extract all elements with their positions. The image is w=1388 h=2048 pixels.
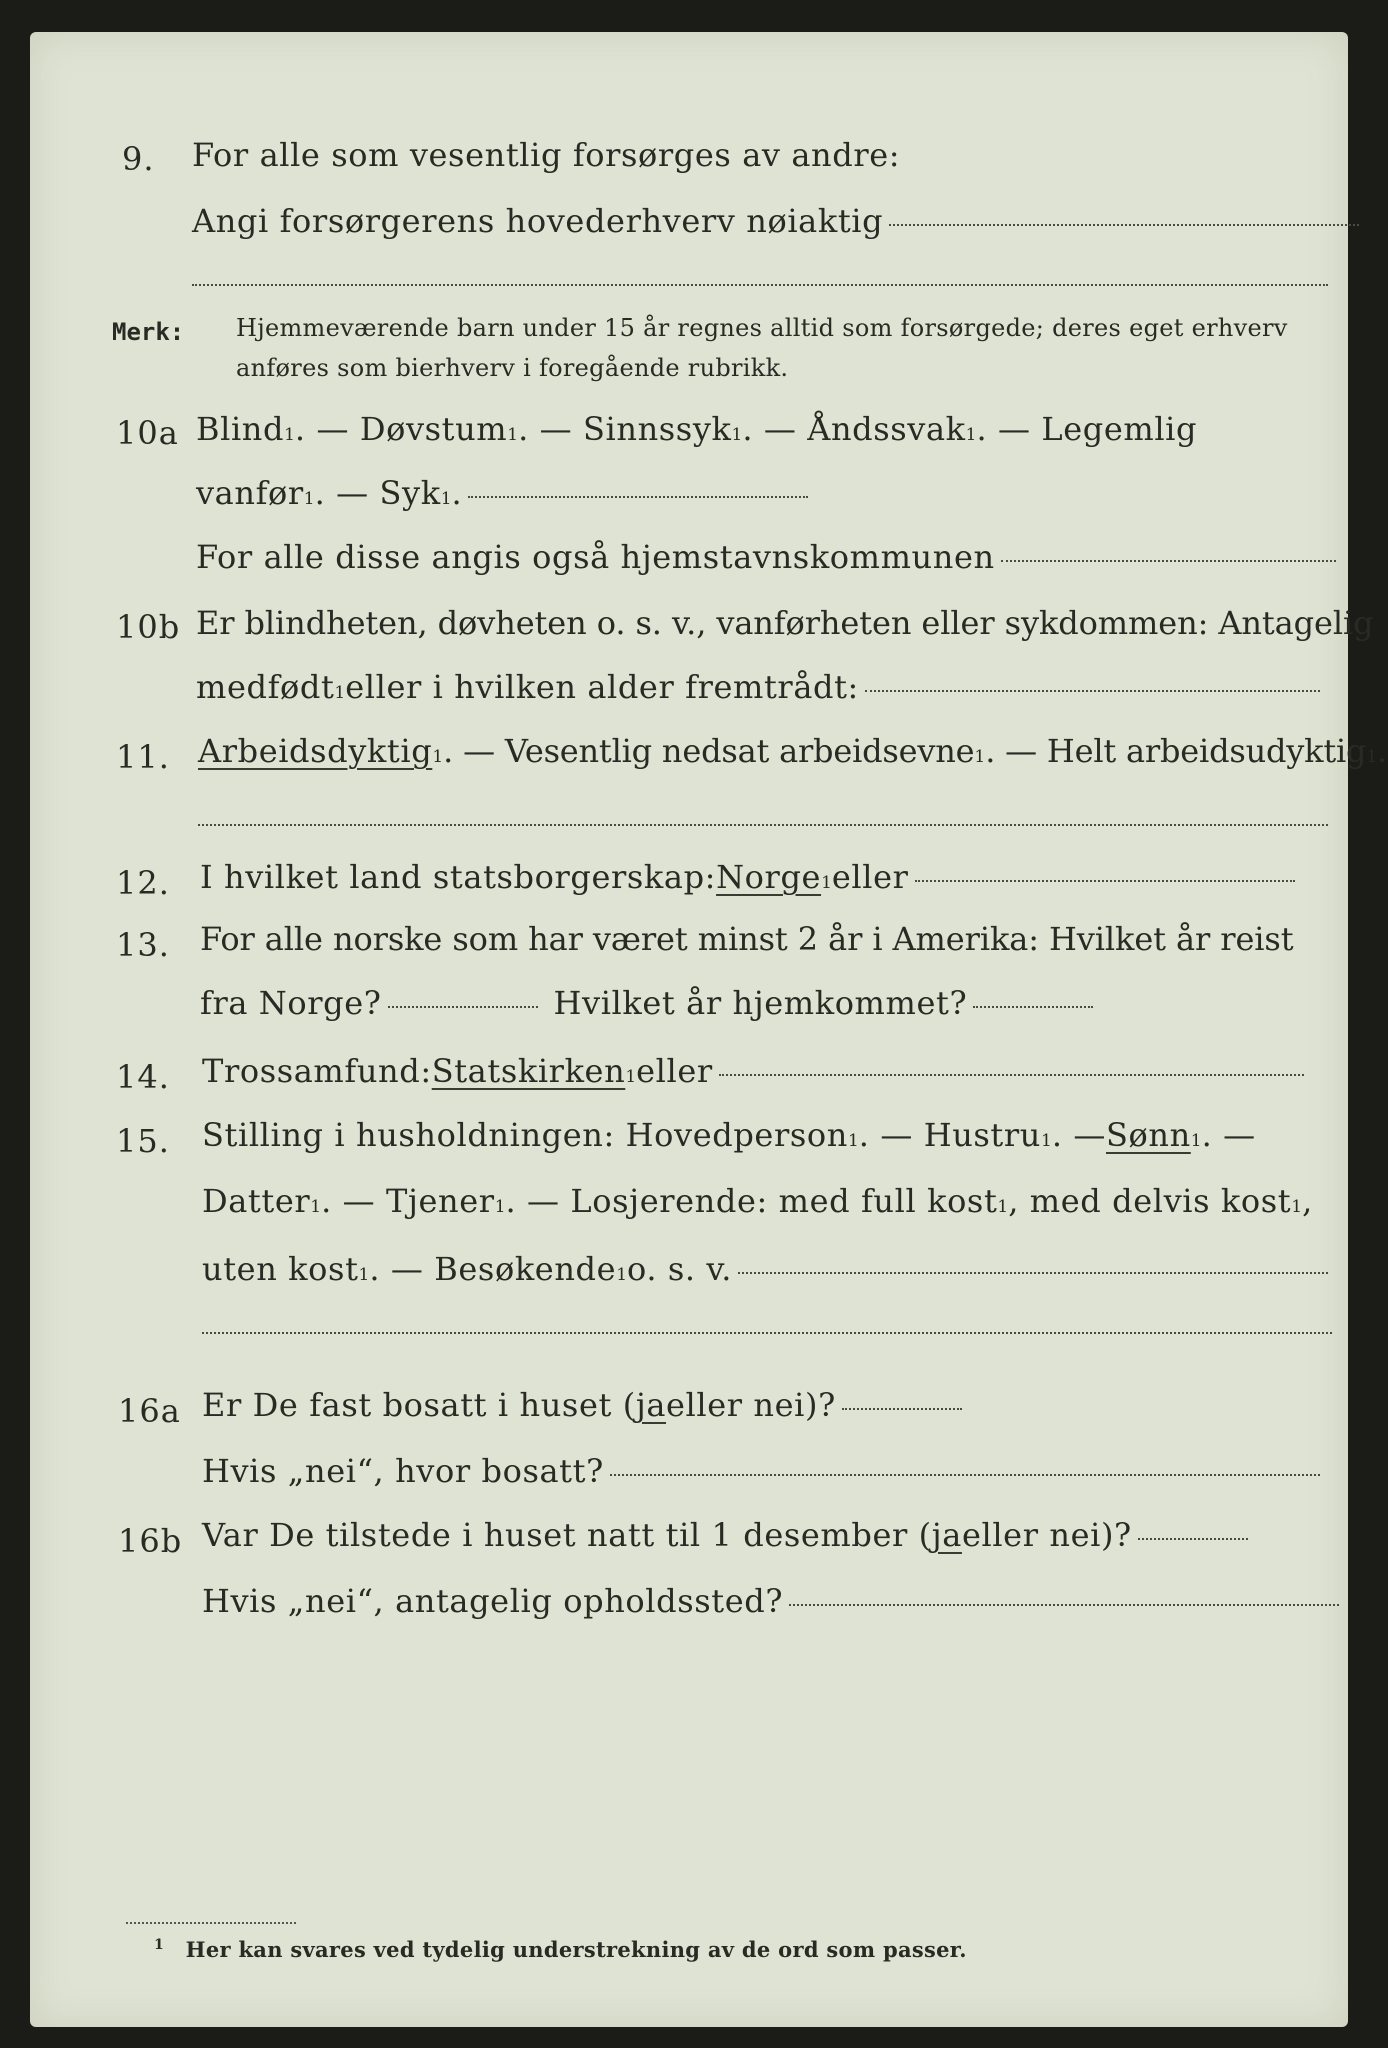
- q13-line1: [200, 920, 1294, 958]
- footnote-text: Her kan svares ved tydelig understrekning av de ord som passer.: [185, 1937, 967, 1962]
- q10a-line2: vanfør 1 . — Syk 1 .: [196, 474, 808, 512]
- option-norge[interactable]: Norge: [716, 858, 822, 896]
- q13-number: 13.: [116, 926, 170, 964]
- footnote: [154, 1937, 967, 1962]
- q16b-question: Var De tilstede i huset natt til 1 desember (: [202, 1516, 932, 1554]
- q13-question: For alle norske som har været minst 2 år i Amerika: Hvilket år reist: [200, 920, 1294, 958]
- q10a-number: 10a: [116, 414, 179, 452]
- option-datter[interactable]: Datter: [202, 1182, 311, 1220]
- q11-answer-line[interactable]: [198, 824, 1328, 826]
- footnote-rule: [126, 1922, 296, 1924]
- option-statskirken[interactable]: Statskirken: [431, 1052, 626, 1090]
- q10a-line1: Blind 1 . — Døvstum 1 . — Sinnssyk 1 . — Åndssvak 1 . — Legemlig: [196, 410, 1198, 448]
- q12-number: 12.: [116, 864, 170, 902]
- q16a-line2: [202, 1452, 1320, 1490]
- q10b-alder-label: eller i hvilken alder fremtrådt:: [345, 668, 859, 706]
- q10b-line1: [196, 604, 1374, 642]
- q16b-number: 16b: [118, 1522, 183, 1560]
- option-arbeidsudyktig[interactable]: . — Helt arbeidsudyktig: [985, 732, 1367, 770]
- q13-line2: [200, 984, 1093, 1022]
- q12-label: I hvilket land statsborgerskap:: [200, 858, 717, 896]
- q16b-line2: [202, 1582, 1339, 1620]
- q10a-hjemstavn-line[interactable]: [1001, 558, 1336, 562]
- option-delvis-kost[interactable]: , med delvis kost: [1008, 1182, 1292, 1220]
- q16b-answer-line[interactable]: [1138, 1536, 1248, 1540]
- q15-line2: Datter 1 . — Tjener 1 . — Losjerende: med full kost 1 , med delvis kost 1 ,: [202, 1182, 1313, 1220]
- census-form-page: [30, 32, 1388, 2027]
- option-besokende[interactable]: . — Besøkende: [369, 1250, 617, 1288]
- q14-eller: eller: [636, 1052, 713, 1090]
- q9-line1: [192, 136, 900, 174]
- q15-answer-line[interactable]: [738, 1270, 1328, 1274]
- merk-line-1: Hjemmeværende barn under 15 år regnes alltid som forsørgede; deres eget erhverv: [236, 314, 1288, 342]
- footnote-mark: 1: [154, 1937, 165, 1953]
- q14-label: Trossamfund:: [202, 1052, 432, 1090]
- option-sonn[interactable]: Sønn: [1105, 1116, 1191, 1154]
- q16b-opholdssted-line[interactable]: [789, 1602, 1339, 1606]
- merk-note: [236, 308, 1288, 388]
- q14-number: 14.: [116, 1058, 170, 1096]
- q12-eller: eller: [831, 858, 909, 896]
- q14-line1: Trossamfund: Statskirken 1 eller: [202, 1052, 1304, 1090]
- q16a-answer-line[interactable]: [842, 1406, 962, 1410]
- option-syk[interactable]: . — Syk: [314, 474, 441, 512]
- q9-label: Angi forsørgerens hovederhverv nøiaktig: [192, 202, 884, 240]
- q9-question: For alle som vesentlig forsørges av andre:: [192, 136, 901, 174]
- option-16a-ja[interactable]: ja: [635, 1386, 667, 1424]
- q9-line2: [192, 202, 1359, 240]
- q15-line3: uten kost 1 . — Besøkende 1 o. s. v.: [202, 1250, 1328, 1288]
- option-medfodt[interactable]: medfødt: [196, 668, 335, 706]
- option-dovstum[interactable]: . — Døvstum: [294, 410, 508, 448]
- option-andssvak[interactable]: . — Åndssvak: [742, 410, 966, 448]
- q13-hjemkommet-line[interactable]: [973, 1004, 1093, 1008]
- q10b-number: 10b: [116, 608, 181, 646]
- option-hustru[interactable]: . — Hustru: [858, 1116, 1041, 1154]
- q10a-answer-line[interactable]: [468, 494, 808, 498]
- q13-reist-label: fra Norge?: [200, 984, 382, 1022]
- q16a-bosatt-line[interactable]: [610, 1472, 1320, 1476]
- q15-number: 15.: [116, 1122, 170, 1160]
- q9-answer-line[interactable]: [889, 222, 1359, 226]
- q16a-line1: Er De fast bosatt i huset ( ja eller nei)?: [202, 1386, 962, 1424]
- option-hovedperson[interactable]: Stilling i husholdningen: Hovedperson: [202, 1116, 848, 1154]
- option-tjener[interactable]: . — Tjener: [321, 1182, 495, 1220]
- option-blind[interactable]: Blind: [196, 410, 285, 448]
- q16a-bosatt-label: Hvis „nei“, hvor bosatt?: [202, 1452, 604, 1490]
- q16a-question: Er De fast bosatt i huset (: [202, 1386, 636, 1424]
- option-16b-ja[interactable]: ja: [931, 1516, 962, 1554]
- option-uten-kost[interactable]: uten kost: [202, 1250, 359, 1288]
- q13-reist-line[interactable]: [388, 1004, 538, 1008]
- merk-label: Merk:: [112, 318, 185, 346]
- q9-answer-line-2[interactable]: [192, 284, 1328, 286]
- q11-line1: Arbeidsdyktig 1 . — Vesentlig nedsat arbeidsevne 1 . — Helt arbeidsudyktig 1 .: [198, 732, 1388, 770]
- q9-number: 9.: [122, 140, 155, 178]
- q10b-answer-line[interactable]: [865, 688, 1320, 692]
- q10a-line3: [196, 538, 1336, 576]
- q13-hjemkommet-label: Hvilket år hjemkommet?: [553, 984, 968, 1022]
- q16b-line1: Var De tilstede i huset natt til 1 desember ( ja eller nei)?: [202, 1516, 1248, 1554]
- q15-line1: Stilling i husholdningen: Hovedperson 1 . — Hustru 1 . — Sønn 1 . —: [202, 1116, 1256, 1154]
- q11-number: 11.: [116, 738, 170, 776]
- q12-line1: I hvilket land statsborgerskap: Norge 1 eller: [200, 858, 1295, 896]
- q14-answer-line[interactable]: [719, 1072, 1304, 1076]
- q15-answer-line-2[interactable]: [202, 1332, 1332, 1334]
- q16a-number: 16a: [118, 1392, 181, 1430]
- q16b-opholdssted-label: Hvis „nei“, antagelig opholdssted?: [202, 1582, 784, 1620]
- q10b-line2: medfødt 1 eller i hvilken alder fremtrådt:: [196, 668, 1320, 706]
- merk-line-2: anføres som bierhverv i foregående rubrikk.: [236, 354, 789, 382]
- q10a-hjemstavn-label: For alle disse angis også hjemstavnskommunen: [196, 538, 995, 576]
- q10b-question: Er blindheten, døvheten o. s. v., vanførheten eller sykdommen: Antagelig: [196, 604, 1374, 642]
- option-legemlig[interactable]: . — Legemlig: [976, 410, 1198, 448]
- option-sinnssyk[interactable]: . — Sinnssyk: [518, 410, 732, 448]
- option-vanfor[interactable]: vanfør: [196, 474, 304, 512]
- option-arbeidsdyktig[interactable]: Arbeidsdyktig: [198, 732, 433, 770]
- q12-answer-line[interactable]: [915, 878, 1295, 882]
- option-nedsat-arbeidsevne[interactable]: . — Vesentlig nedsat arbeidsevne: [443, 732, 975, 770]
- option-full-kost[interactable]: . — Losjerende: med full kost: [505, 1182, 998, 1220]
